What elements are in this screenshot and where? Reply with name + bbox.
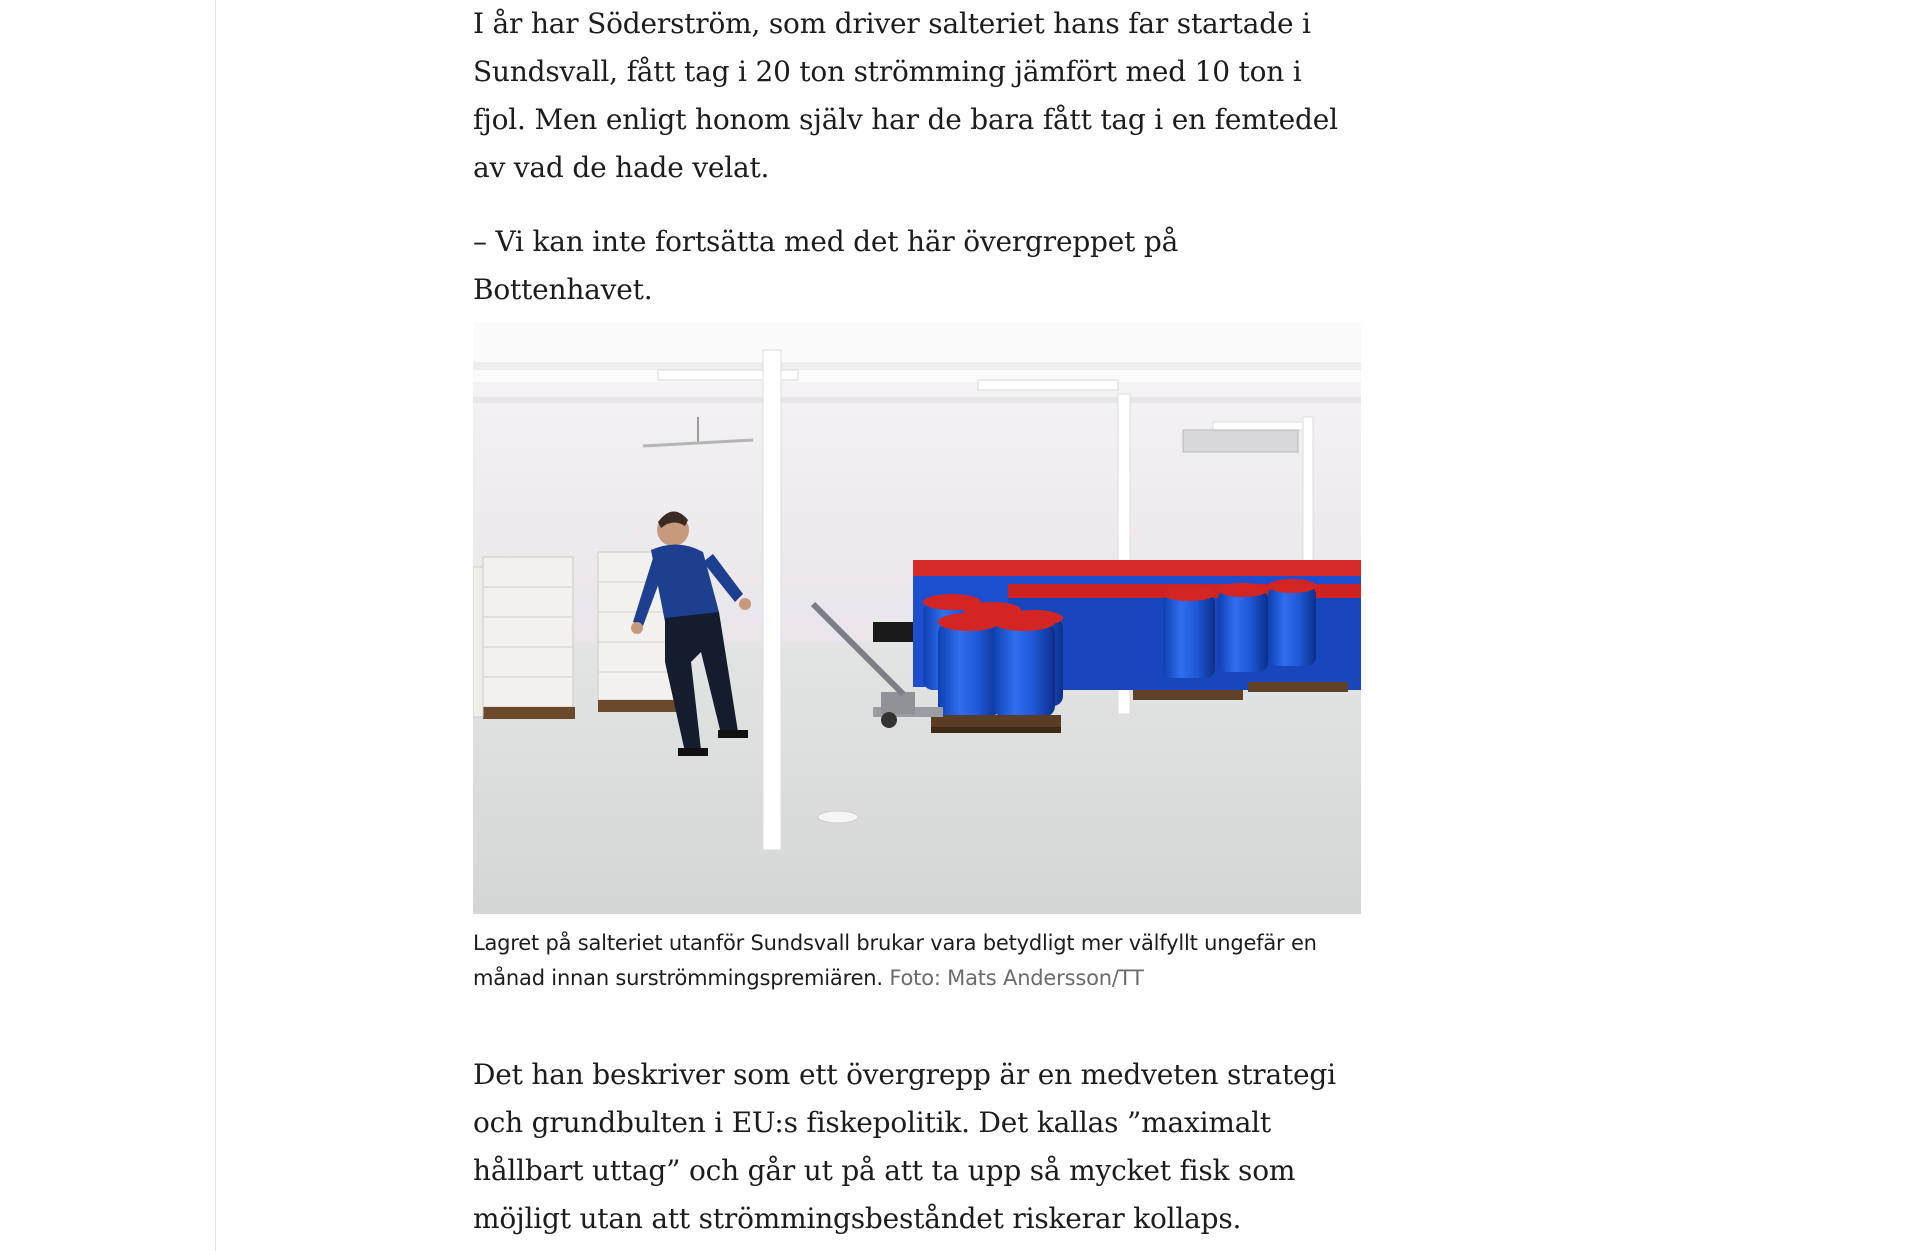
article-paragraph-quote: – Vi kan inte fortsätta med det här övergreppet på Bottenhavet. — [473, 225, 1179, 306]
page-left-border — [215, 0, 216, 1251]
figure-caption — [473, 926, 1361, 996]
article-paragraph-2: Det han beskriver som ett övergrepp är en medveten strategi och grundbulten i EU:s fiskepolitik. Det kallas ”maximalt hållbart uttag” och går ut på att ta upp så mycket fisk som möjligt utan att strömmingsbeståndet riskerar kollaps. — [473, 1058, 1336, 1235]
photo-credit: Foto: Mats Andersson/TT — [889, 966, 1144, 990]
article-figure — [473, 322, 1361, 996]
warehouse-photo[interactable] — [473, 322, 1361, 914]
article-paragraph-1: I år har Söderström, som driver salteriet hans far startade i Sundsvall, fått tag i 20 ton strömming jämfört med 10 ton i fjol. Men enligt honom själv har de bara fått tag i en femtedel av vad de hade velat. — [473, 7, 1338, 184]
caption-text: Lagret på salteriet utanför Sundsvall brukar vara betydligt mer välfyllt ungefär en månad innan surströmmingspremiären. — [473, 931, 1317, 990]
